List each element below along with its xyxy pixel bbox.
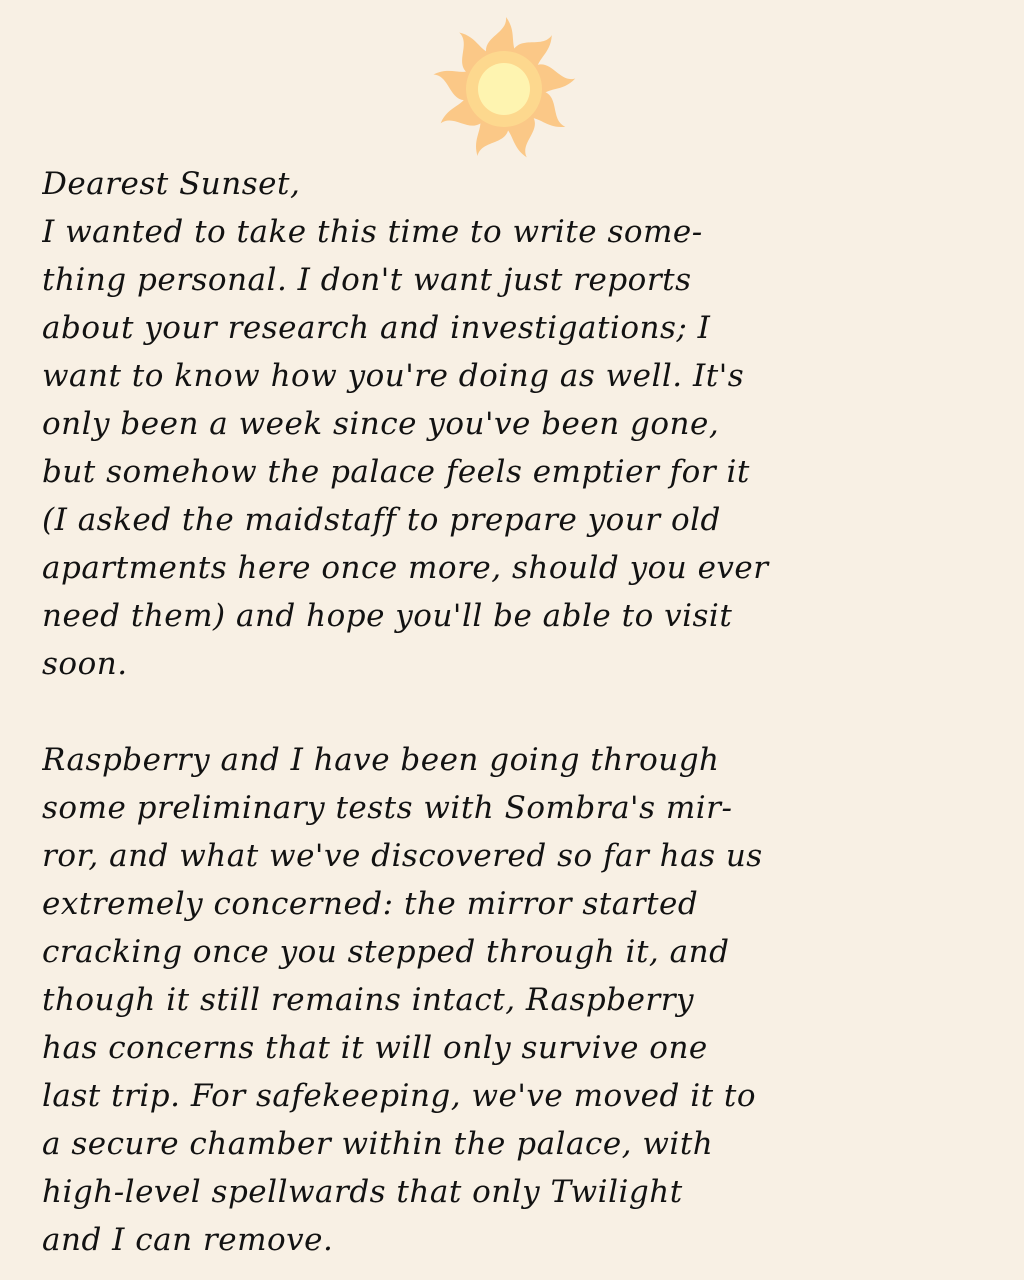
letter-line: soon. — [42, 646, 128, 682]
letter-line: but somehow the palace feels emptier for it — [42, 454, 750, 490]
letter-line: thing personal. I don't want just reports — [42, 262, 692, 298]
letter-line: some preliminary tests with Sombra's mir- — [42, 790, 733, 826]
letter-line: high-level spellwards that only Twilight — [42, 1174, 683, 1210]
letter-line: cracking once you stepped through it, and — [42, 934, 730, 970]
letter-line: though it still remains intact, Raspberry — [42, 982, 695, 1018]
letter-line: need them) and hope you'll be able to visit — [42, 598, 733, 634]
sun-cutie-mark-icon — [424, 14, 584, 164]
letter-line: I wanted to take this time to write some- — [42, 214, 703, 250]
paragraph-gap — [42, 688, 1002, 736]
letter-line: only been a week since you've been gone, — [42, 406, 720, 442]
letter-line: has concerns that it will only survive one — [42, 1030, 708, 1066]
letter-line: a secure chamber within the palace, with — [42, 1126, 714, 1162]
letter-line: Raspberry and I have been going through — [42, 742, 720, 778]
letter-line: about your research and investigations; I — [42, 310, 711, 346]
letter-line: and I can remove. — [42, 1222, 334, 1258]
letter-line: ror, and what we've discovered so far has us — [42, 838, 763, 874]
letter-line: extremely concerned: the mirror started — [42, 886, 699, 922]
letter-line: last trip. For safekeeping, we've moved it to — [42, 1078, 757, 1114]
letter-line: apartments here once more, should you ever — [42, 550, 769, 586]
letter-line: (I asked the maidstaff to prepare your old — [42, 502, 721, 538]
letter-line: want to know how you're doing as well. It's — [42, 358, 745, 394]
salutation: Dearest Sunset, — [42, 166, 301, 202]
letter-body — [42, 160, 1002, 1264]
